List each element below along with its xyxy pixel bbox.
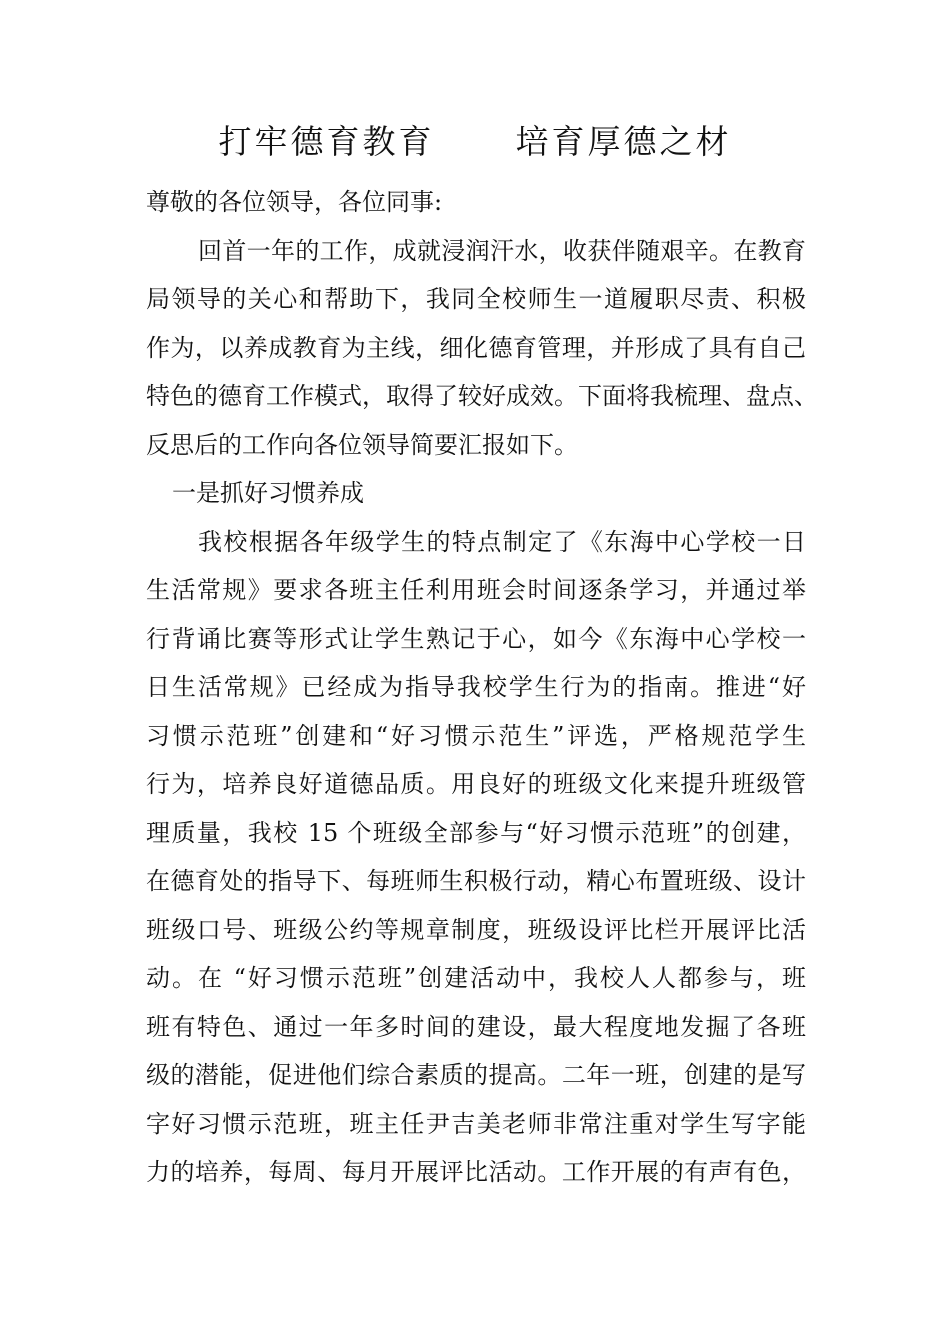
paragraph-line: 力的培养，每周、每月开展评比活动。工作开展的有声有色， — [146, 1158, 806, 1186]
document-title: 打牢德育教育 培育厚德之材 — [218, 122, 732, 161]
paragraph-line: 级的潜能，促进他们综合素质的提高。二年一班，创建的是写 — [146, 1061, 806, 1089]
paragraph-line: 反思后的工作向各位领导简要汇报如下。 — [146, 430, 578, 459]
document-body — [146, 178, 818, 1197]
salutation-line: 尊敬的各位领导，各位同事: — [146, 188, 443, 216]
paragraph-line: 行背诵比赛等形式让学生熟记于心，如今《东海中心学校一 — [146, 624, 806, 653]
paragraph-line: 理质量，我校 15 个班级全部参与“好习惯示范班”的创建， — [146, 818, 806, 847]
paragraph-line: 习惯示范班”创建和“好习惯示范生”评选，严格规范学生 — [146, 721, 806, 750]
paragraph-line: 回首一年的工作，成就浸润汗水，收获伴随艰辛。在教育 — [198, 236, 806, 265]
paragraph-line: 局领导的关心和帮助下，我同全校师生一道履职尽责、积极 — [146, 285, 806, 313]
paragraph-line: 特色的德育工作模式，取得了较好成效。下面将我梳理、盘点、 — [146, 382, 818, 410]
paragraph-line: 行为，培养良好道德品质。用良好的班级文化来提升班级管 — [146, 770, 806, 798]
paragraph-line: 班级口号、班级公约等规章制度，班级设评比栏开展评比活 — [146, 915, 806, 944]
paragraph-line: 作为，以养成教育为主线，细化德育管理，并形成了具有自己 — [146, 333, 806, 362]
paragraph-line: 我校根据各年级学生的特点制定了《东海中心学校一日 — [198, 527, 806, 556]
paragraph-line: 生活常规》要求各班主任利用班会时间逐条学习，并通过举 — [146, 576, 806, 604]
paragraph-line: 日生活常规》已经成为指导我校学生行为的指南。推进“好 — [146, 673, 806, 701]
paragraph-line: 字好习惯示范班，班主任尹吉美老师非常注重对学生写字能 — [146, 1109, 806, 1138]
section-heading: 一是抓好习惯养成 — [172, 479, 364, 507]
paragraph-line: 在德育处的指导下、每班师生积极行动，精心布置班级、设计 — [146, 867, 806, 895]
paragraph-line: 动。在 “好习惯示范班”创建活动中，我校人人都参与，班 — [146, 964, 806, 992]
paragraph-line: 班有特色、通过一年多时间的建设，最大程度地发掘了各班 — [146, 1012, 806, 1041]
